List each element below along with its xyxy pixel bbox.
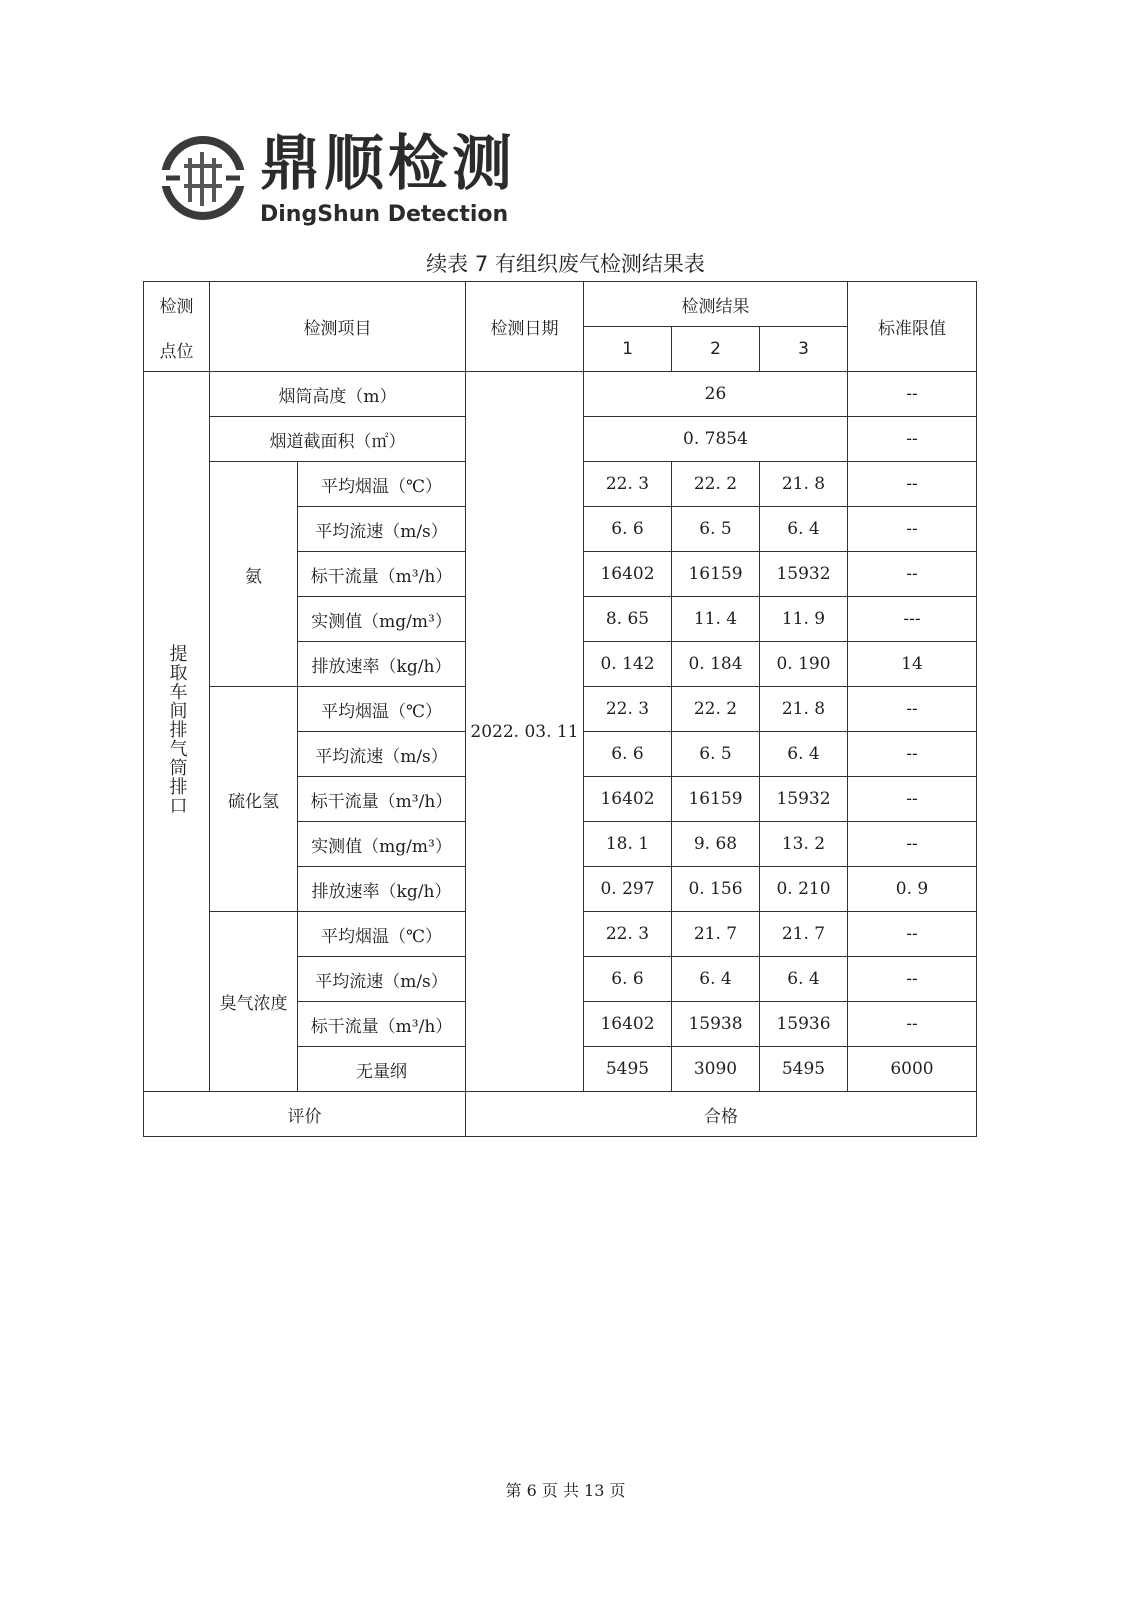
result-1-cell: 16402 <box>584 1002 672 1047</box>
result-2-cell: 6. 4 <box>672 957 760 1002</box>
general-item: 烟道截面积（㎡） <box>210 417 466 462</box>
result-2-cell: 0. 156 <box>672 867 760 912</box>
general-row <box>144 372 977 417</box>
limit-cell: -- <box>848 732 977 777</box>
result-2-cell: 22. 2 <box>672 462 760 507</box>
result-1-cell: 6. 6 <box>584 507 672 552</box>
limit-cell: -- <box>848 777 977 822</box>
parameter-cell: 实测值（mg/m³） <box>298 822 466 867</box>
parameter-cell: 实测值（mg/m³） <box>298 597 466 642</box>
result-3-cell: 5495 <box>760 1047 848 1092</box>
result-2-cell: 0. 184 <box>672 642 760 687</box>
pollutant-name: 硫化氢 <box>210 687 298 912</box>
result-3-cell: 6. 4 <box>760 957 848 1002</box>
result-2-cell: 22. 2 <box>672 687 760 732</box>
result-1-cell: 16402 <box>584 777 672 822</box>
parameter-cell: 平均流速（m/s） <box>298 732 466 777</box>
header-point-line2: 点位 <box>159 341 194 362</box>
table-caption: 续表 7 有组织废气检测结果表 <box>426 252 705 276</box>
result-3-cell: 6. 4 <box>760 507 848 552</box>
header-point-line1: 检测 <box>159 296 194 317</box>
logo-name-cn: 鼎顺检测 <box>260 129 516 199</box>
result-3-cell: 15932 <box>760 777 848 822</box>
header-point <box>144 282 210 372</box>
parameter-cell: 平均烟温（℃） <box>298 687 466 732</box>
parameter-cell: 标干流量（m³/h） <box>298 777 466 822</box>
result-2-cell: 21. 7 <box>672 912 760 957</box>
limit-cell: 0. 9 <box>848 867 977 912</box>
point-name: 提取车间排气筒排口 <box>166 643 188 815</box>
evaluation-row <box>144 1092 977 1137</box>
result-1-cell: 5495 <box>584 1047 672 1092</box>
parameter-cell: 排放速率（kg/h） <box>298 867 466 912</box>
result-2-cell: 11. 4 <box>672 597 760 642</box>
evaluation-label: 评价 <box>144 1092 466 1137</box>
parameter-cell: 平均流速（m/s） <box>298 507 466 552</box>
test-date: 2022. 03. 11 <box>466 372 584 1092</box>
evaluation-value: 合格 <box>466 1092 977 1137</box>
header-run-3: 3 <box>760 327 848 372</box>
result-2-cell: 3090 <box>672 1047 760 1092</box>
limit-cell: -- <box>848 687 977 732</box>
result-2-cell: 9. 68 <box>672 822 760 867</box>
general-item: 烟筒高度（m） <box>210 372 466 417</box>
result-2-cell: 6. 5 <box>672 507 760 552</box>
logo-name-en: DingShun Detection <box>260 202 509 227</box>
limit-cell: -- <box>848 912 977 957</box>
result-1-cell: 8. 65 <box>584 597 672 642</box>
parameter-cell: 平均烟温（℃） <box>298 912 466 957</box>
result-2-cell: 6. 5 <box>672 732 760 777</box>
point-name-cell <box>144 372 210 1092</box>
dingshun-seal-icon <box>160 130 246 226</box>
result-3-cell: 0. 210 <box>760 867 848 912</box>
result-3-cell: 15936 <box>760 1002 848 1047</box>
parameter-cell: 无量纲 <box>298 1047 466 1092</box>
result-3-cell: 6. 4 <box>760 732 848 777</box>
result-3-cell: 21. 7 <box>760 912 848 957</box>
parameter-cell: 平均流速（m/s） <box>298 957 466 1002</box>
limit-cell: -- <box>848 822 977 867</box>
header-run-2: 2 <box>672 327 760 372</box>
result-1-cell: 18. 1 <box>584 822 672 867</box>
header-results: 检测结果 <box>584 282 848 327</box>
result-1-cell: 22. 3 <box>584 912 672 957</box>
result-3-cell: 21. 8 <box>760 687 848 732</box>
limit-cell: -- <box>848 552 977 597</box>
header-row <box>144 282 977 327</box>
general-value: 26 <box>584 372 848 417</box>
pollutant-name: 臭气浓度 <box>210 912 298 1092</box>
parameter-cell: 标干流量（m³/h） <box>298 1002 466 1047</box>
result-2-cell: 15938 <box>672 1002 760 1047</box>
results-table <box>143 281 977 1137</box>
page-footer: 第 6 页 共 13 页 <box>505 1481 626 1500</box>
header-limit: 标准限值 <box>848 282 977 372</box>
result-1-cell: 22. 3 <box>584 462 672 507</box>
results-table-body <box>144 282 977 1137</box>
parameter-cell: 排放速率（kg/h） <box>298 642 466 687</box>
limit-cell: -- <box>848 507 977 552</box>
result-1-cell: 0. 142 <box>584 642 672 687</box>
result-3-cell: 0. 190 <box>760 642 848 687</box>
limit-cell: 6000 <box>848 1047 977 1092</box>
result-1-cell: 16402 <box>584 552 672 597</box>
limit-cell: -- <box>848 462 977 507</box>
result-1-cell: 0. 297 <box>584 867 672 912</box>
result-1-cell: 6. 6 <box>584 957 672 1002</box>
result-3-cell: 21. 8 <box>760 462 848 507</box>
parameter-cell: 平均烟温（℃） <box>298 462 466 507</box>
result-3-cell: 13. 2 <box>760 822 848 867</box>
header-item: 检测项目 <box>210 282 466 372</box>
result-2-cell: 16159 <box>672 777 760 822</box>
general-value: 0. 7854 <box>584 417 848 462</box>
result-1-cell: 22. 3 <box>584 687 672 732</box>
company-logo <box>160 128 520 233</box>
header-date: 检测日期 <box>466 282 584 372</box>
result-1-cell: 6. 6 <box>584 732 672 777</box>
result-2-cell: 16159 <box>672 552 760 597</box>
header-run-1: 1 <box>584 327 672 372</box>
limit-cell: -- <box>848 372 977 417</box>
limit-cell: 14 <box>848 642 977 687</box>
limit-cell: --- <box>848 597 977 642</box>
result-3-cell: 15932 <box>760 552 848 597</box>
limit-cell: -- <box>848 417 977 462</box>
limit-cell: -- <box>848 1002 977 1047</box>
result-3-cell: 11. 9 <box>760 597 848 642</box>
parameter-cell: 标干流量（m³/h） <box>298 552 466 597</box>
limit-cell: -- <box>848 957 977 1002</box>
pollutant-name: 氨 <box>210 462 298 687</box>
